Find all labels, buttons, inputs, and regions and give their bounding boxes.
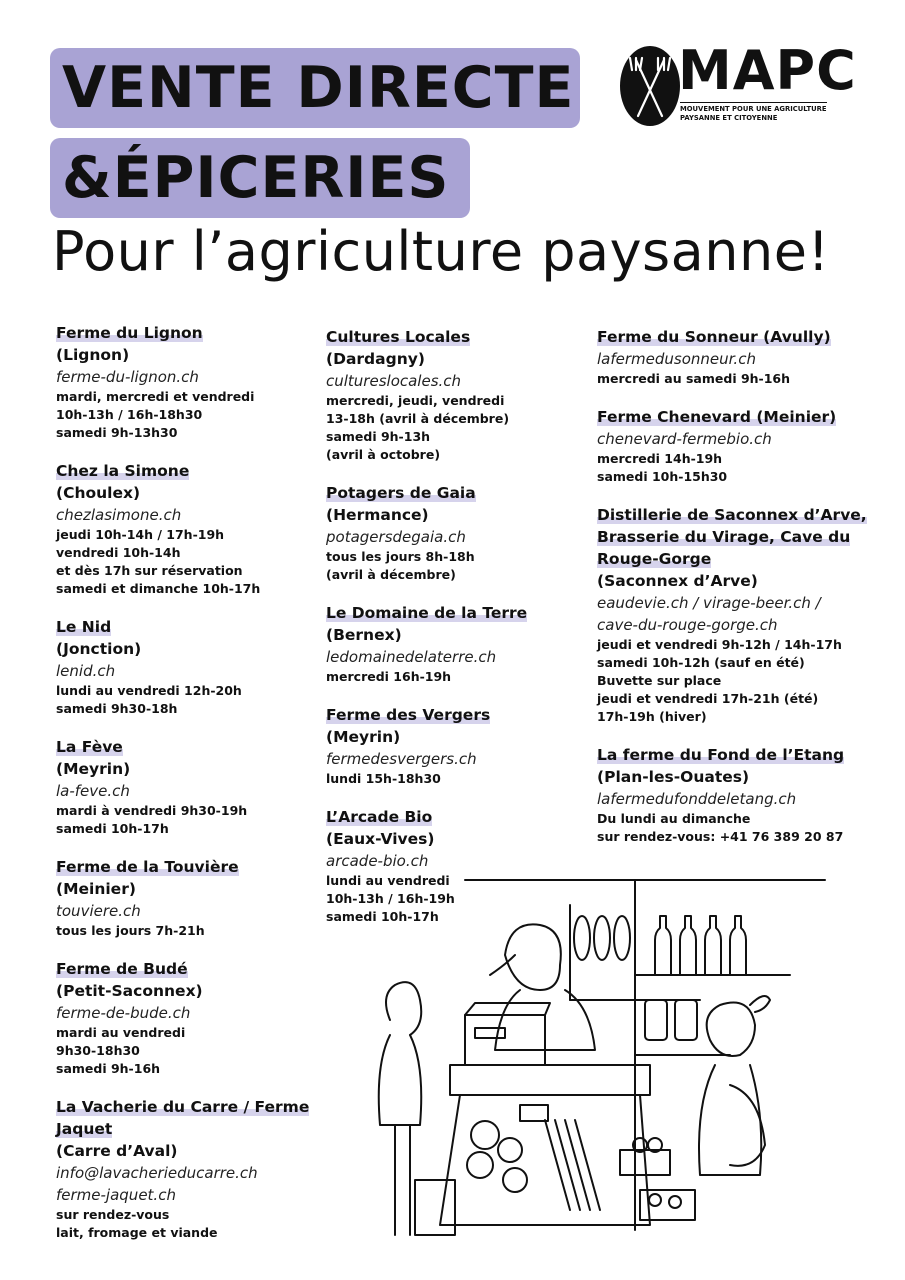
listing-distillerie-de-saconnex-d-arve-brasserie bbox=[597, 504, 867, 726]
listing-name-text: Ferme Chenevard (Meinier) bbox=[597, 408, 837, 426]
listing-hours: et dès 17h sur réservation bbox=[56, 563, 243, 578]
listing-location: (Dardagny) bbox=[326, 350, 425, 368]
listing-website-link[interactable]: ferme-du-lignon.ch bbox=[56, 368, 199, 386]
listing-ferme-de-la-touviere bbox=[56, 856, 326, 940]
listing-website-link[interactable]: eaudevie.ch / virage-beer.ch / bbox=[597, 594, 821, 612]
listing-location: (Meinier) bbox=[56, 880, 136, 898]
listing-location: (Bernex) bbox=[326, 626, 402, 644]
listing-hours: sur rendez-vous: +41 76 389 20 87 bbox=[597, 829, 844, 844]
listing-hours: 13-18h (avril à décembre) bbox=[326, 411, 510, 426]
listing-hours: 10h-13h / 16h-18h30 bbox=[56, 407, 203, 422]
listing-hours: jeudi et vendredi 9h-12h / 14h-17h bbox=[597, 637, 842, 652]
listing-name bbox=[326, 704, 596, 726]
listing-hours: jeudi 10h-14h / 17h-19h bbox=[56, 527, 225, 542]
listing-name bbox=[326, 482, 596, 504]
listing-name-text: Cultures Locales bbox=[326, 328, 471, 346]
listing-column-1 bbox=[56, 322, 326, 1260]
listing-hours: mercredi 16h-19h bbox=[326, 669, 452, 684]
listing-name bbox=[326, 326, 596, 348]
logo-tagline-2: PAYSANNE ET CITOYENNE bbox=[680, 114, 778, 122]
listing-hours: samedi et dimanche 10h-17h bbox=[56, 581, 261, 596]
listing-hours: mardi à vendredi 9h30-19h bbox=[56, 803, 248, 818]
listing-location: (Carre d’Aval) bbox=[56, 1142, 178, 1160]
listing-name-text: Ferme des Vergers bbox=[326, 706, 491, 724]
listing-name bbox=[597, 326, 867, 348]
shop-illustration bbox=[370, 860, 830, 1240]
logo-wordmark: MAPC bbox=[678, 39, 857, 102]
listing-hours: jeudi et vendredi 17h-21h (été) bbox=[597, 691, 819, 706]
listing-name-text: L’Arcade Bio bbox=[326, 808, 433, 826]
listing-location: (Choulex) bbox=[56, 484, 141, 502]
listing-hours: lundi au vendredi bbox=[326, 873, 450, 888]
listing-la-ferme-du-fond-de-l-etang bbox=[597, 744, 867, 846]
title-line-2: &ÉPICERIES bbox=[62, 145, 450, 211]
listing-website-link[interactable]: la-feve.ch bbox=[56, 782, 130, 800]
logo-tagline-1: MOUVEMENT POUR UNE AGRICULTURE bbox=[680, 102, 827, 113]
listing-name-text: La Vacherie du Carre / Ferme Jaquet bbox=[56, 1098, 310, 1138]
listing-hours: samedi 10h-15h30 bbox=[597, 469, 728, 484]
listing-ferme-chenevard-meinier bbox=[597, 406, 867, 486]
listing-column-2 bbox=[326, 326, 596, 944]
listing-website-link[interactable]: arcade-bio.ch bbox=[326, 852, 429, 870]
listing-le-nid bbox=[56, 616, 326, 718]
listing-cultures-locales bbox=[326, 326, 596, 464]
listing-hours: lundi au vendredi 12h-20h bbox=[56, 683, 242, 698]
listing-location: (Meyrin) bbox=[326, 728, 401, 746]
listing-name-text: Le Nid bbox=[56, 618, 112, 636]
listing-hours: lait, fromage et viande bbox=[56, 1225, 218, 1240]
mapc-logo bbox=[620, 39, 857, 132]
listing-name-text: La Fève bbox=[56, 738, 123, 756]
listing-hours: samedi 10h-12h (sauf en été) bbox=[597, 655, 805, 670]
listing-website-link[interactable]: cave-du-rouge-gorge.ch bbox=[597, 616, 778, 634]
listing-name bbox=[56, 616, 326, 638]
listing-name bbox=[597, 504, 867, 570]
listing-website-link[interactable]: info@lavacherieducarre.ch bbox=[56, 1164, 258, 1182]
listing-website-link[interactable]: potagersdegaia.ch bbox=[326, 528, 466, 546]
listing-name-text: Le Domaine de la Terre bbox=[326, 604, 528, 622]
listing-hours: Du lundi au dimanche bbox=[597, 811, 751, 826]
listing-name-text: Ferme de Budé bbox=[56, 960, 188, 978]
listing-name-text: La ferme du Fond de l’Etang bbox=[597, 746, 845, 764]
listing-hours: lundi 15h-18h30 bbox=[326, 771, 441, 786]
listing-name-text: Distillerie de Saconnex d’Arve, Brasserie du Virage, Cave du Rouge-Gorge bbox=[597, 506, 867, 568]
listing-website-link[interactable]: chenevard-fermebio.ch bbox=[597, 430, 772, 448]
listing-la-vacherie-du-carre-ferme-jaquet bbox=[56, 1096, 326, 1242]
listing-name bbox=[326, 806, 596, 828]
title-line-1: VENTE DIRECTE bbox=[62, 55, 575, 121]
listing-website-link[interactable]: ferme-de-bude.ch bbox=[56, 1004, 191, 1022]
listing-hours: Buvette sur place bbox=[597, 673, 722, 688]
listing-name bbox=[326, 602, 596, 624]
listing-name bbox=[56, 1096, 326, 1140]
listing-hours: mardi au vendredi bbox=[56, 1025, 186, 1040]
listing-le-domaine-de-la-terre bbox=[326, 602, 596, 686]
listing-hours: sur rendez-vous bbox=[56, 1207, 170, 1222]
listing-name-text: Ferme du Lignon bbox=[56, 324, 203, 342]
listing-name bbox=[56, 460, 326, 482]
listing-hours: samedi 10h-17h bbox=[326, 909, 439, 924]
listing-ferme-des-vergers bbox=[326, 704, 596, 788]
listing-website-link[interactable]: lafermedufonddeletang.ch bbox=[597, 790, 797, 808]
listing-hours: samedi 9h30-18h bbox=[56, 701, 178, 716]
listing-website-link[interactable]: ledomainedelaterre.ch bbox=[326, 648, 497, 666]
listing-hours: mercredi au samedi 9h-16h bbox=[597, 371, 791, 386]
listing-column-3 bbox=[597, 326, 867, 864]
listing-hours: samedi 9h-13h30 bbox=[56, 425, 178, 440]
listing-location: (Plan-les-Ouates) bbox=[597, 768, 750, 786]
listing-ferme-du-sonneur-avully bbox=[597, 326, 867, 388]
listing-hours: samedi 9h-16h bbox=[56, 1061, 161, 1076]
listing-hours: tous les jours 7h-21h bbox=[56, 923, 205, 938]
listing-hours: mercredi, jeudi, vendredi bbox=[326, 393, 505, 408]
listing-hours: 9h30-18h30 bbox=[56, 1043, 140, 1058]
listing-website-link[interactable]: fermedesvergers.ch bbox=[326, 750, 477, 768]
listing-name bbox=[597, 744, 867, 766]
listing-hours: samedi 9h-13h bbox=[326, 429, 431, 444]
listing-ferme-du-lignon bbox=[56, 322, 326, 442]
listing-name bbox=[56, 736, 326, 758]
listing-name bbox=[56, 958, 326, 980]
listing-name bbox=[56, 856, 326, 878]
listing-name-text: Chez la Simone bbox=[56, 462, 190, 480]
listing-name bbox=[597, 406, 867, 428]
listing-hours: vendredi 10h-14h bbox=[56, 545, 181, 560]
listing-website-link[interactable]: lenid.ch bbox=[56, 662, 116, 680]
listing-location: (Saconnex d’Arve) bbox=[597, 572, 758, 590]
listing-website-link[interactable]: lafermedusonneur.ch bbox=[597, 350, 756, 368]
listing-name bbox=[56, 322, 326, 344]
listing-location: (Meyrin) bbox=[56, 760, 131, 778]
listing-location: (Lignon) bbox=[56, 346, 130, 364]
listing-location: (Eaux-Vives) bbox=[326, 830, 435, 848]
listing-hours: 17h-19h (hiver) bbox=[597, 709, 707, 724]
listing-name-text: Potagers de Gaia bbox=[326, 484, 476, 502]
listing-hours: (avril à octobre) bbox=[326, 447, 441, 462]
listing-location: (Hermance) bbox=[326, 506, 429, 524]
listing-website-link[interactable]: chezlasimone.ch bbox=[56, 506, 182, 524]
listing-potagers-de-gaia bbox=[326, 482, 596, 584]
listing-hours: (avril à décembre) bbox=[326, 567, 456, 582]
listing-location: (Jonction) bbox=[56, 640, 142, 658]
listing-hours: mercredi 14h-19h bbox=[597, 451, 723, 466]
listing-name-text: Ferme du Sonneur (Avully) bbox=[597, 328, 831, 346]
listing-la-feve bbox=[56, 736, 326, 838]
listing-ferme-de-bude bbox=[56, 958, 326, 1078]
listing-website-link[interactable]: ferme-jaquet.ch bbox=[56, 1186, 176, 1204]
listing-website-link[interactable]: touviere.ch bbox=[56, 902, 141, 920]
subtitle: Pour l’agriculture paysanne! bbox=[52, 220, 830, 283]
fork-knife-icon bbox=[620, 46, 680, 126]
listing-hours: tous les jours 8h-18h bbox=[326, 549, 475, 564]
listing-hours: 10h-13h / 16h-19h bbox=[326, 891, 455, 906]
listing-chez-la-simone bbox=[56, 460, 326, 598]
listing-location: (Petit-Saconnex) bbox=[56, 982, 203, 1000]
listing-name-text: Ferme de la Touvière bbox=[56, 858, 239, 876]
listing-website-link[interactable]: cultureslocales.ch bbox=[326, 372, 462, 390]
listing-hours: samedi 10h-17h bbox=[56, 821, 169, 836]
listing-hours: mardi, mercredi et vendredi bbox=[56, 389, 255, 404]
